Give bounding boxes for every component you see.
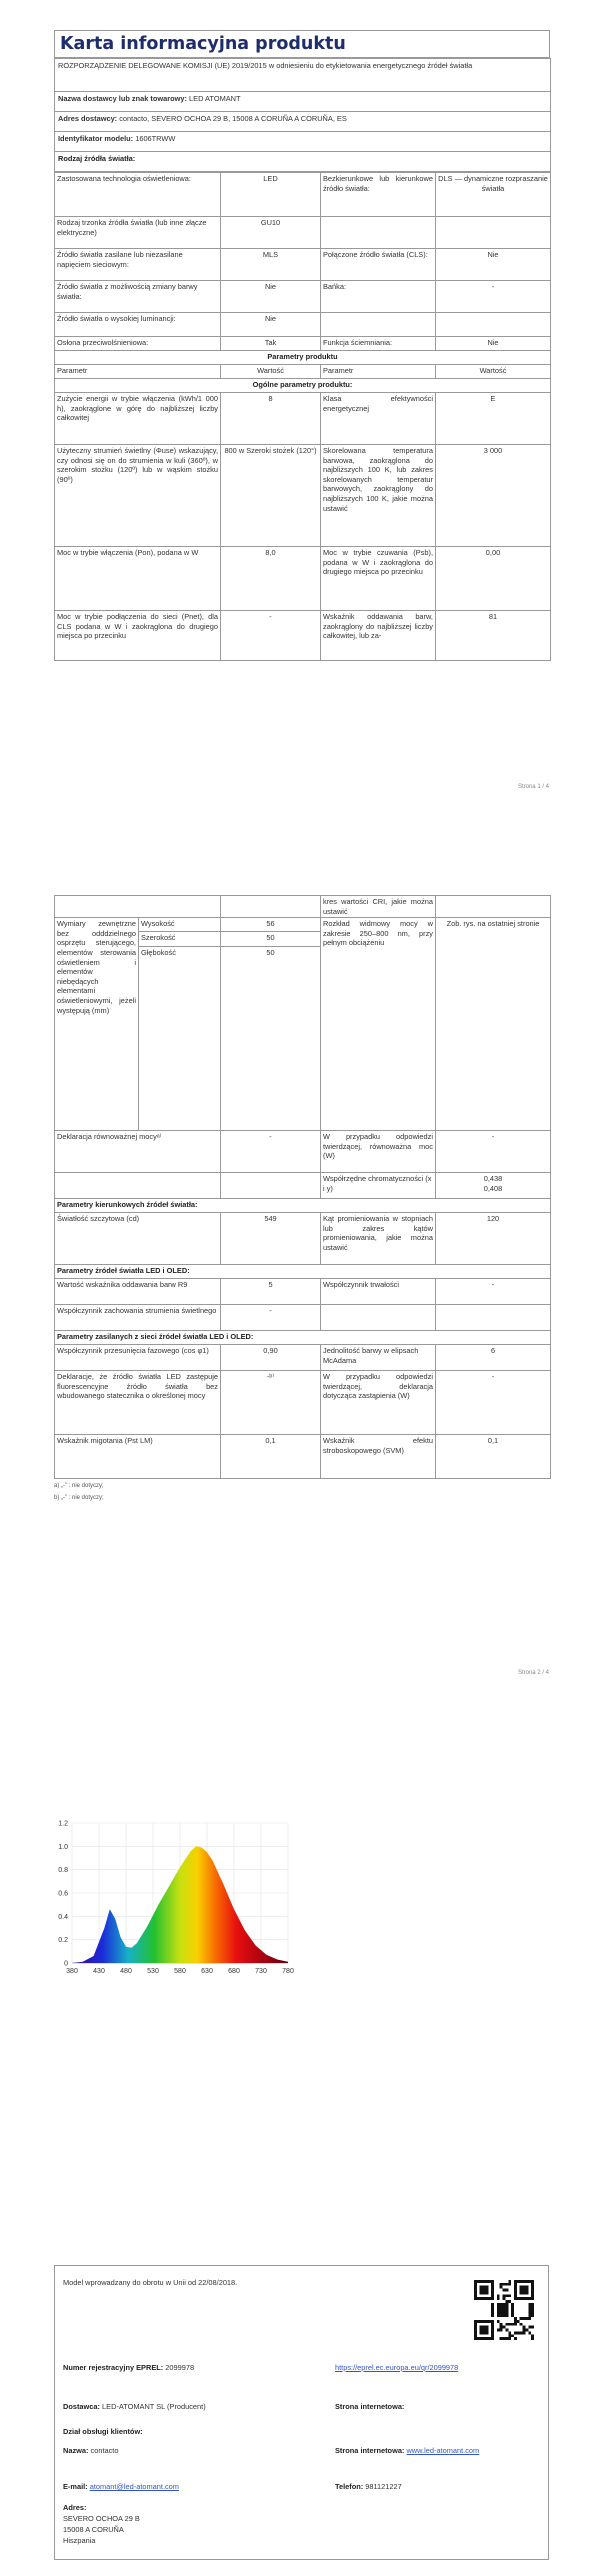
address-row: Adres dostawcy: contacto, SEVERO OCHOA 29 B, 15008 A CORUÑA A CORUÑA, ES xyxy=(55,112,551,132)
dims-row: Szerokość 50 xyxy=(55,932,551,946)
page-1 xyxy=(54,30,550,661)
source-row: Rodzaj trzonka źródła światła (lub inne złącze elektryczne) GU10 xyxy=(55,217,551,249)
y-tick-label: 0.2 xyxy=(58,1937,68,1945)
dims-row: Głębokość 50 xyxy=(55,946,551,1131)
y-tick-label: 1.0 xyxy=(58,1843,68,1851)
contact-name-row: Nazwa: contacto xyxy=(63,2446,119,2455)
y-tick-label: 0.8 xyxy=(58,1867,68,1875)
param-row: Deklaracja równoważnej mocyᵃ⁾ - W przypadku odpowiedzi twierdzącej, równoważna moc (W) - xyxy=(55,1131,551,1173)
source-row: Osłona przeciwolśnieniowa: Tak Funkcja ściemniania: Nie xyxy=(55,337,551,351)
website-row: Strona internetowa: www.led-atomant.com xyxy=(335,2446,480,2455)
supplier-row: Dostawca: LED-ATOMANT SL (Producent) xyxy=(63,2402,206,2411)
source-row: Źródło światła zasilane lub niezasilane napięciem sieciowym: MLS Połączone źródło światła (CLS): Nie xyxy=(55,249,551,281)
mains-heading: Parametry zasilanych z sieci źródeł światła LED i OLED: xyxy=(55,1331,551,1345)
dims-row: Wymiary zewnętrzne bez odddzielnego osprzętu sterującego, elementów sterowania oświetleniem i elementów niebędących elementami oświetleniowymi, jeżeli występują (mm) Wysokość 56 Rozkład widmowy mocy w zakresie 250–800 nm, przy pełnym obciążeniu Zob. rys. na ostatniej stronie xyxy=(55,918,551,932)
x-tick-label: 630 xyxy=(201,1968,213,1975)
x-tick-label: 680 xyxy=(228,1968,240,1975)
param-row: Współczynnik zachowania strumienia świetlnego - xyxy=(55,1305,551,1331)
dims-label: Wymiary zewnętrzne bez odddzielnego osprzętu sterującego, elementów sterowania oświetleniem i elementów niebędących elementami oświetleniowymi, jeżeli występują (mm) xyxy=(55,918,139,1131)
params-header-row: Parametr Wartość Parametr Wartość xyxy=(55,365,551,379)
eprel-link[interactable]: https://eprel.ec.europa.eu/qr/2099978 xyxy=(335,2363,459,2372)
document-title: Karta informacyjna produktu xyxy=(54,30,550,58)
param-row: Wskaźnik migotania (Pst LM) 0,1 Wskaźnik efektu stroboskopowego (SVM) 0,1 xyxy=(55,1435,551,1479)
param-row: Moc w trybie włączenia (Pon), podana w W 8,0 Moc w trybie czuwania (Psb), podana w W i zaokrąglona do drugiego miejsca po przecinku 0,00 xyxy=(55,547,551,611)
spd-value: Zob. rys. na ostatniej stronie xyxy=(436,918,551,1131)
qr-code-icon xyxy=(474,2280,534,2340)
x-tick-label: 780 xyxy=(282,1968,294,1975)
market-date: Model wprowadzany do obrotu w Unii od 22/08/2018. xyxy=(63,2278,238,2287)
spectral-power-chart xyxy=(50,1815,310,1985)
customer-service-heading: Dział obsługi klientów: xyxy=(63,2427,143,2436)
email-row: E-mail: atomant@led-atomant.com xyxy=(63,2482,179,2491)
source-row: Źródło światła o wysokiej luminancji: Nie xyxy=(55,313,551,337)
x-tick-label: 480 xyxy=(120,1968,132,1975)
param-row: Wartość wskaźnika oddawania barw R9 5 Współczynnik trwałości - xyxy=(55,1279,551,1305)
cri-continuation: kres wartości CRI, jakie można ustawić xyxy=(321,896,436,918)
page-number: Strona 2 / 4 xyxy=(517,1670,549,1676)
x-tick-label: 380 xyxy=(66,1968,78,1975)
source-row: Zastosowana technologia oświetleniowa: LED Bezkierunkowe lub kierunkowe źródło światła: DLS — dynamiczne rozpraszanie światła xyxy=(55,173,551,217)
source-type-heading: Rodzaj źródła światła: xyxy=(55,152,551,172)
source-table xyxy=(54,172,551,661)
page-number: Strona 1 / 4 xyxy=(517,784,549,790)
param-row: Użyteczny strumień świetlny (Φuse) wskazujący, czy odnosi się on do strumienia w kuli (360º), w szerokim stożku (120º) lub w wąskim stożku (90º) 800 w Szeroki stożek (120°) Skorelowana temperatura barwowa, zaokrąglona do najbliższych 100 K, lub zakres skorelowanych temperatur barwowych, zaokrąglony do najbliższych 100 K, jakie można ustawić 3 000 xyxy=(55,445,551,547)
param-row: Zużycie energii w trybie włączenia (kWh/1 000 h), zaokrąglone w górę do najbliższej liczby całkowitej 8 Klasa efektywności energetycznej E xyxy=(55,393,551,445)
param-row: Współrzędne chromatyczności (x i y) 0,438 0,408 xyxy=(55,1173,551,1199)
product-info-box xyxy=(54,2265,549,2560)
y-tick-label: 0.6 xyxy=(58,1890,68,1898)
x-tick-label: 730 xyxy=(255,1968,267,1975)
website-heading: Strona internetowa: xyxy=(335,2402,405,2411)
param-row: Deklaracje, że źródło światła LED zastępuje fluorescencyjne źródło światła bez wbudowanego statecznika o określonej mocy -ᵇ⁾ W przypadku odpowiedzi twierdzącej, deklaracja dotycząca zastąpienia (W) - xyxy=(55,1371,551,1435)
email-link[interactable]: atomant@led-atomant.com xyxy=(89,2482,179,2491)
param-row: Współczynnik przesunięcia fazowego (cos φ1) 0,90 Jednolitość barwy w elipsach McAdama 6 xyxy=(55,1345,551,1371)
spd-label: Rozkład widmowy mocy w zakresie 250–800 nm, przy pełnym obciążeniu xyxy=(321,918,436,1131)
header-table xyxy=(54,58,551,172)
y-tick-label: 0 xyxy=(64,1960,68,1968)
x-tick-label: 430 xyxy=(93,1968,105,1975)
regulation-text: ROZPORZĄDZENIE DELEGOWANE KOMISJI (UE) 2019/2015 w odniesieniu do etykietowania energetycznego źródeł światła xyxy=(55,59,551,92)
x-tick-label: 530 xyxy=(147,1968,159,1975)
led-heading: Parametry źródeł światła LED i OLED: xyxy=(55,1265,551,1279)
y-tick-label: 1.2 xyxy=(58,1820,68,1828)
param-row: Światłość szczytowa (cd) 549 Kąt promieniowania w stopniach lub zakres kątów promieniowania, jakie można ustawić 120 xyxy=(55,1213,551,1265)
model-row: Identyfikator modelu: 1606TRWW xyxy=(55,132,551,152)
general-params-heading: Ogólne parametry produktu: xyxy=(55,379,551,393)
footnote-b: b) „-” : nie dotyczy; xyxy=(54,1495,104,1502)
y-tick-label: 0.4 xyxy=(58,1913,68,1921)
params-heading: Parametry produktu xyxy=(55,351,551,365)
params-table-continued xyxy=(54,895,551,1479)
supplier-row: Nazwa dostawcy lub znak towarowy: LED ATOMANT xyxy=(55,92,551,112)
x-tick-label: 580 xyxy=(174,1968,186,1975)
address-block: Adres: SEVERO OCHOA 29 B 15008 A CORUÑA Hiszpania xyxy=(63,2503,140,2545)
eprel-row: Numer rejestracyjny EPREL: 2099978 xyxy=(63,2363,195,2372)
page-2 xyxy=(54,895,550,1503)
param-row: Moc w trybie podłączenia do sieci (Pnet), dla CLS podana w W i zaokrąglona do drugiego miejsca po przecinku - Wskaźnik oddawania barw, zaokrąglony do najbliższej liczby całkowitej, lub za- 81 xyxy=(55,611,551,661)
source-row: Źródło światła z możliwością zmiany barwy światła: Nie Bańka: - xyxy=(55,281,551,313)
directional-heading: Parametry kierunkowych źródeł światła: xyxy=(55,1199,551,1213)
website-link[interactable]: www.led-atomant.com xyxy=(406,2446,480,2455)
footnote-a: a) „-” : nie dotyczy; xyxy=(54,1483,104,1490)
phone-row: Telefon: 981121227 xyxy=(335,2482,402,2491)
